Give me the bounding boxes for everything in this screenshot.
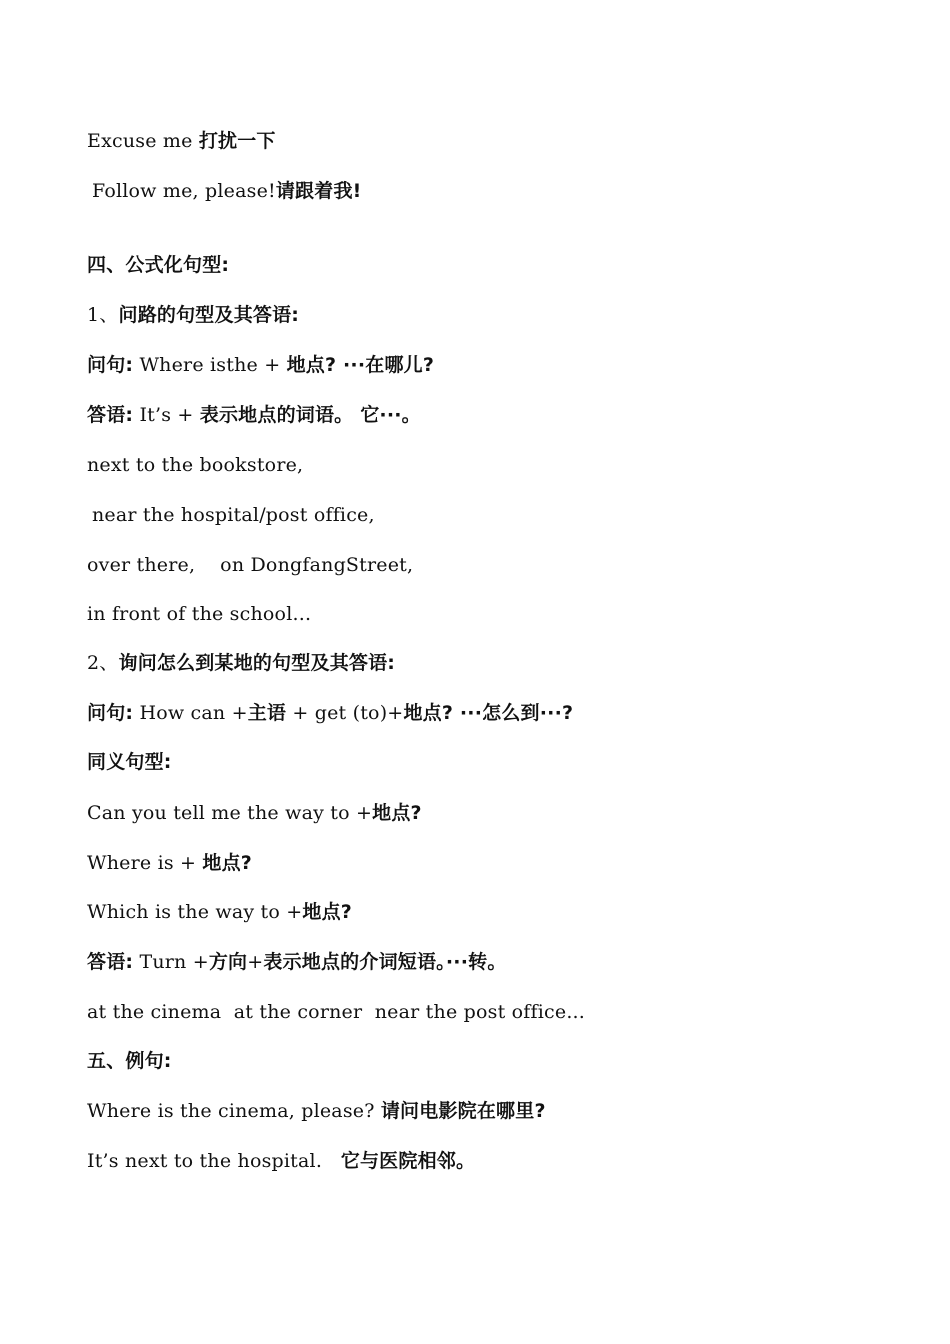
synonym-where-is: Where is + 地点? bbox=[87, 852, 253, 874]
synonym-can-you-tell: Can you tell me the way to +地点? bbox=[87, 802, 422, 824]
example-in-front-of: in front of the school... bbox=[87, 603, 312, 625]
section-heading-5: 五、例句: bbox=[87, 1050, 172, 1072]
phrase-follow-me: Follow me, please!请跟着我! bbox=[92, 180, 362, 202]
example-over-there: over there, on DongfangStreet, bbox=[87, 554, 414, 576]
example-at-the: at the cinema at the corner near the post office... bbox=[87, 1001, 586, 1023]
example-next-to: next to the bookstore, bbox=[87, 454, 304, 476]
synonym-which-is: Which is the way to +地点? bbox=[87, 901, 353, 923]
question-pattern-how: 问句: How can +主语 + get (to)+地点? ···怎么到···? bbox=[87, 702, 574, 724]
example-sentence-where-cinema: Where is the cinema, please? 请问电影院在哪里? bbox=[87, 1100, 546, 1122]
answer-pattern-its: 答语: It’s + 表示地点的词语。 它···。 bbox=[87, 404, 421, 426]
example-near: near the hospital/post office, bbox=[92, 504, 375, 526]
phrase-excuse-me: Excuse me 打扰一下 bbox=[87, 130, 276, 152]
synonym-heading: 同义句型: bbox=[87, 751, 172, 773]
answer-pattern-turn: 答语: Turn +方向+表示地点的介词短语。···转。 bbox=[87, 951, 507, 973]
subheading-1: 1、问路的句型及其答语: bbox=[87, 304, 300, 326]
example-sentence-next-to-hospital: It’s next to the hospital. 它与医院相邻。 bbox=[87, 1150, 476, 1172]
section-heading-4: 四、公式化句型: bbox=[87, 254, 230, 276]
subheading-2: 2、询问怎么到某地的句型及其答语: bbox=[87, 652, 396, 674]
question-pattern-where: 问句: Where isthe + 地点? ···在哪儿? bbox=[87, 354, 435, 376]
